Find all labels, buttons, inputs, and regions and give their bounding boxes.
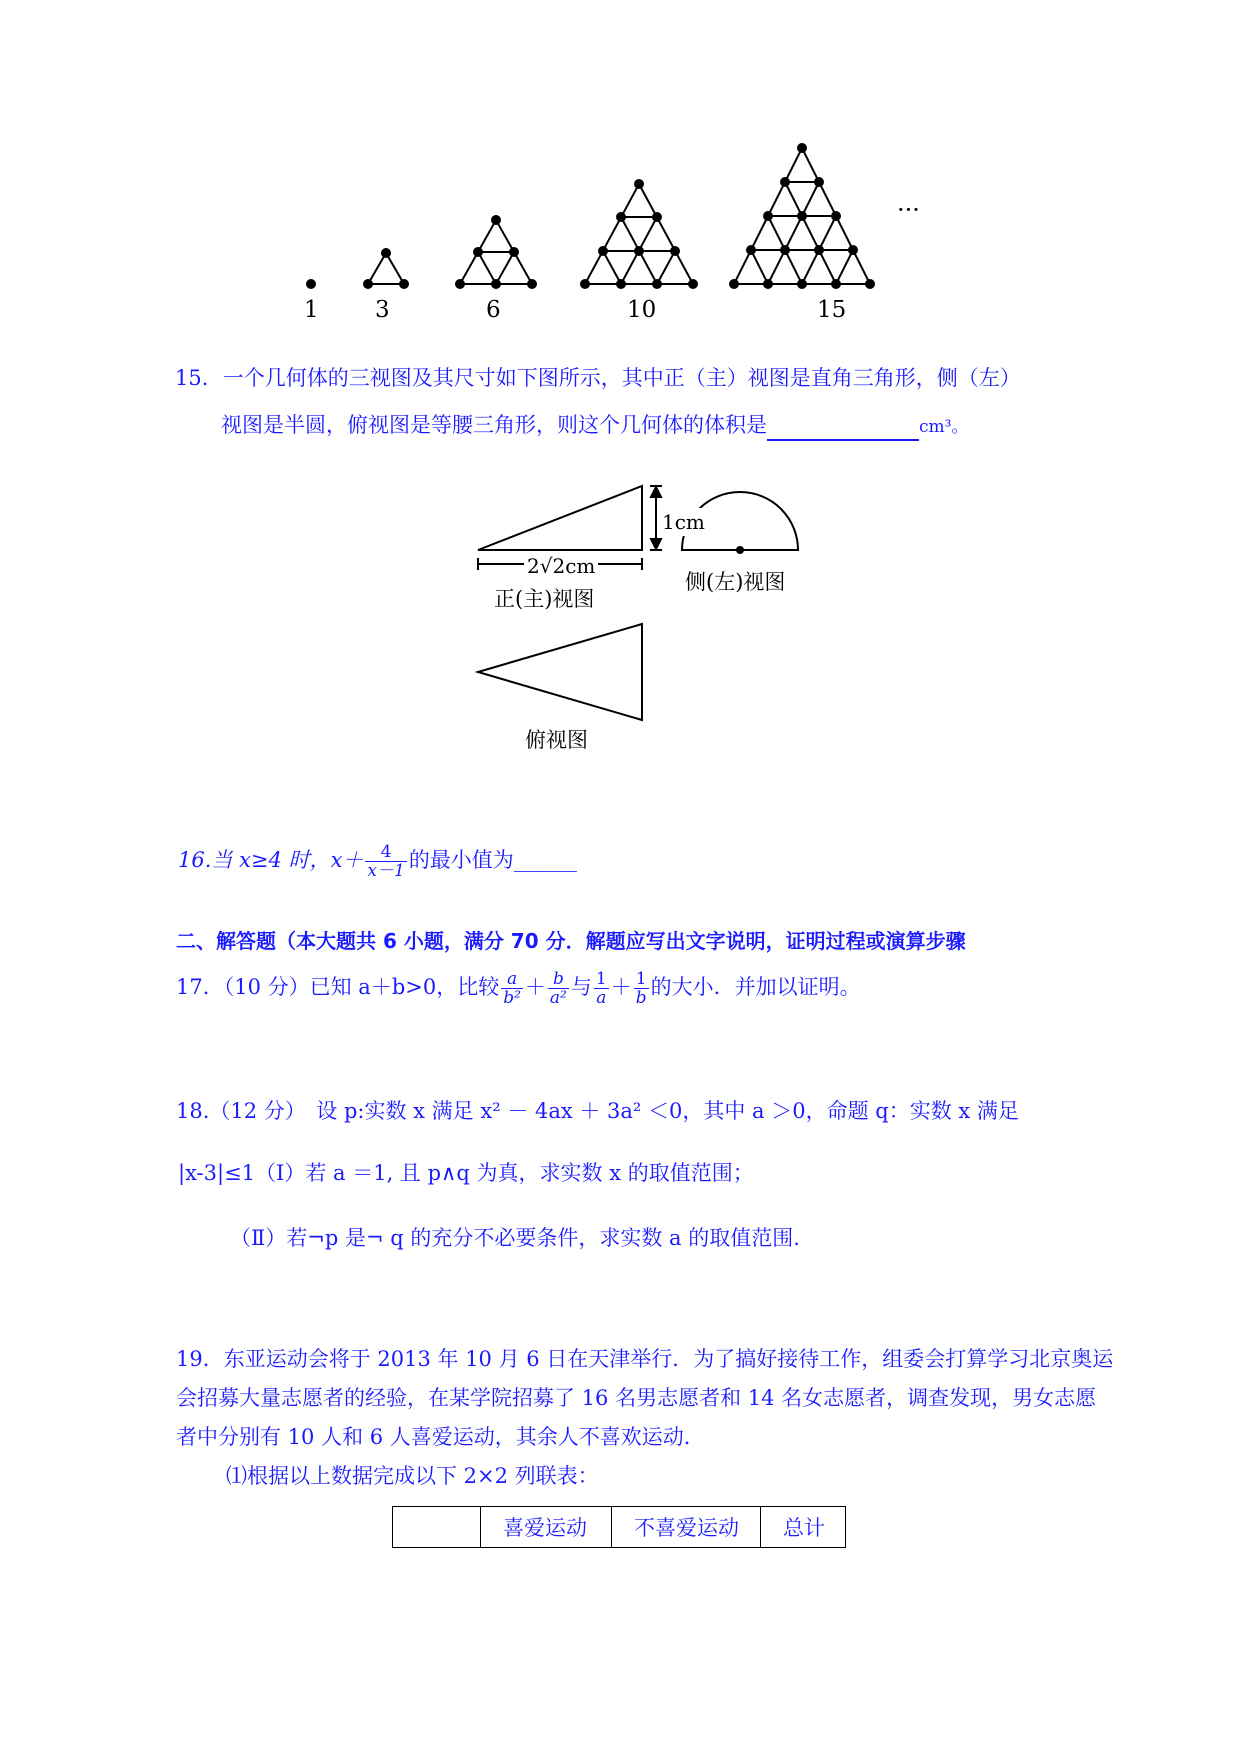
tri-label-15: 15	[817, 297, 847, 323]
q17-frac2: $\frac{b}{\text{a²}}$	[549, 969, 567, 1008]
table-row	[393, 1507, 846, 1548]
table-header-total: 总计	[761, 1507, 846, 1548]
table-header-blank	[393, 1507, 481, 1548]
q18-line2: |x-3|≤1（Ⅰ）若 a ＝1, 且 p∧q 为真，求实数 x 的取值范围；	[178, 1161, 754, 1185]
tri-label-1: 1	[304, 297, 319, 323]
ellipsis: ···	[897, 196, 920, 224]
tri-label-10: 10	[627, 297, 657, 323]
q19-line4: ⑴根据以上数据完成以下 2×2 列联表：	[226, 1464, 599, 1488]
q17-frac1: $\frac{a}{\text{b²}}$	[503, 969, 521, 1008]
q17-prefix: 17．（10 分）已知 a＋b>0，比较	[176, 975, 500, 999]
front-height-label: 1cm	[662, 510, 705, 534]
q17-frac3: $\frac{1}{a}$	[595, 969, 607, 1008]
front-view-triangle	[478, 486, 642, 550]
q15-line1: 15．一个几何体的三视图及其尺寸如下图所示，其中正（主）视图是直角三角形，侧（左）	[175, 366, 1021, 390]
section-heading: 二、解答题（本大题共 6 小题，满分 70 分．解题应写出文字说明，证明过程或演算步骤	[176, 929, 966, 953]
q17-with: 与	[570, 975, 592, 999]
q17-suffix: 的大小．并加以证明。	[650, 975, 861, 999]
front-view-label: 正(主)视图	[494, 587, 595, 611]
q16-num: 4	[365, 843, 406, 862]
q16-den: x－1	[367, 861, 405, 881]
three-view-drawing	[470, 480, 820, 760]
q19-line3: 者中分别有 10 人和 6 人喜爱运动，其余人不喜欢运动．	[176, 1425, 705, 1449]
side-view-label: 侧(左)视图	[685, 570, 786, 594]
q16-x: x＋	[330, 848, 364, 872]
q15-unit: cm³。	[919, 417, 969, 437]
q16-fraction	[365, 843, 406, 880]
table-header-likes: 喜爱运动	[481, 1507, 612, 1548]
q18-line1: 18.（12 分） 设 p:实数 x 满足 x² － 4ax ＋ 3a² ＜0，其中 a ＞0，命题 q：实数 x 满足	[176, 1099, 1019, 1123]
tri-label-3: 3	[375, 297, 390, 323]
front-width-label: 2√2cm	[524, 552, 598, 580]
top-view-label: 俯视图	[525, 728, 588, 752]
q15-answer-blank	[767, 413, 919, 441]
q15-line2	[221, 411, 968, 441]
q17-plus2: ＋	[610, 975, 632, 999]
top-view-triangle	[478, 624, 642, 720]
contingency-table	[392, 1506, 846, 1548]
q17-line	[176, 970, 861, 1007]
tri-label-6: 6	[486, 297, 501, 323]
q19-line2: 会招募大量志愿者的经验，在某学院招募了 16 名男志愿者和 14 名女志愿者，调查发现，男女志愿	[176, 1386, 1097, 1410]
q15-line2-text: 视图是半圆，俯视图是等腰三角形，则这个几何体的体积是	[221, 413, 767, 437]
q19-line1: 19．东亚运动会将于 2013 年 10 月 6 日在天津举行．为了搞好接待工作，组委会打算学习北京奥运	[176, 1347, 1114, 1371]
q17-frac4: $\frac{1}{b}$	[635, 969, 647, 1008]
q16-condition: 当 x≥4 时，	[211, 848, 331, 872]
q16-number: 16.	[178, 848, 212, 872]
q17-plus1: ＋	[524, 975, 546, 999]
q16-suffix: 的最小值为	[408, 848, 514, 872]
table-header-dislikes: 不喜爱运动	[612, 1507, 761, 1548]
dot	[307, 280, 315, 288]
q18-line3: （Ⅱ）若¬p 是¬ q 的充分不必要条件，求实数 a 的取值范围.	[230, 1226, 800, 1250]
q16-blank: ______	[513, 848, 577, 872]
q16-line	[178, 843, 577, 880]
